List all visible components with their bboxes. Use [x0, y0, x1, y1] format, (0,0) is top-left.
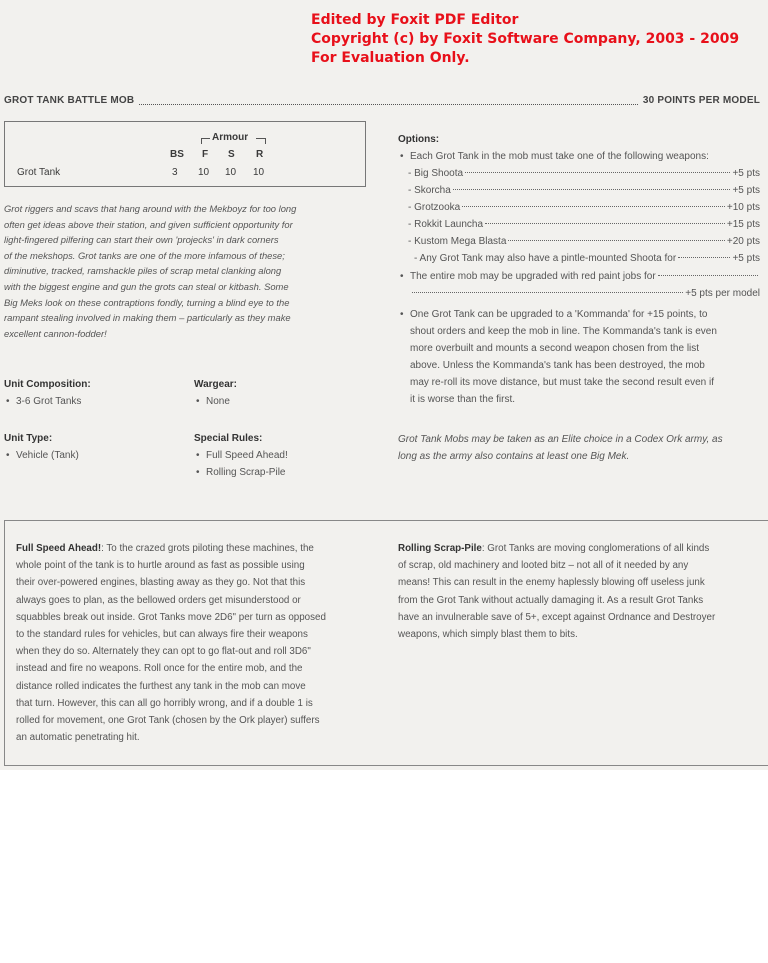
wargear-heading: Wargear: — [194, 379, 237, 390]
weapon-option — [398, 199, 760, 216]
rule-line: of scrap, old machinery and looted bitz – not all of it needed by any — [398, 560, 689, 572]
unit-type-item: • Vehicle (Tank) — [4, 447, 79, 464]
kommanda-line: • One Grot Tank can be upgraded to a 'Kommanda' for +15 points, to — [410, 309, 708, 320]
rolling-scrap-pile-rule — [398, 540, 764, 643]
unit-type — [4, 430, 79, 464]
dot-leader — [508, 240, 725, 241]
kommanda-line: it is worse than the first. — [410, 394, 516, 405]
armour-bracket-right-tick — [265, 138, 266, 144]
unit-composition — [4, 376, 91, 410]
weapon-name: - Grotzooka — [408, 202, 461, 213]
rule-line: instead and fire no weapons. Roll once for the entire mob, and the — [16, 663, 303, 675]
rule-line: : Grot Tanks are moving conglomerations of all kinds — [481, 543, 710, 554]
weapon-cost: +5 pts — [732, 185, 760, 196]
stat-side: 10 — [225, 167, 237, 178]
rule-line: rolled for movement, one Grot Tank (chosen by the Ork player) suffers — [16, 715, 320, 727]
col-header-bs: BS — [170, 149, 184, 160]
armour-bracket-left-tick — [201, 138, 202, 144]
col-header-side: S — [228, 149, 235, 160]
col-header-front: F — [202, 149, 209, 160]
rule-line: squabbles break out inside. Grot Tanks move 2D6" per turn as opposed — [16, 611, 326, 623]
rule-line: distance rolled indicates the furthest any tank in the mob can move — [16, 680, 306, 692]
flavour-text — [4, 201, 364, 341]
kommanda-line: may re-roll its move distance, but must take the second result even if — [410, 377, 715, 388]
rule-line: means! This can result in the enemy haplessly blowing off useless junk — [398, 577, 705, 589]
stat-bs: 3 — [172, 167, 178, 178]
red-paint-cost-row — [398, 285, 760, 302]
pintle-text: - Any Grot Tank may also have a pintle-mounted Shoota for — [414, 253, 677, 264]
weapon-name: - Big Shoota — [408, 168, 464, 179]
stat-table — [4, 121, 366, 187]
weapon-cost: +15 pts — [726, 219, 760, 230]
armour-bracket-right — [256, 138, 265, 139]
unit-points: 30 POINTS PER MODEL — [639, 95, 760, 106]
dot-leader — [412, 292, 683, 293]
flavour-line: Grot riggers and scavs that hang around with the Mekboyz for too long — [4, 203, 297, 214]
kommanda-option — [398, 306, 760, 408]
dot-leader — [453, 189, 731, 190]
special-rules — [194, 430, 288, 481]
weapon-cost: +20 pts — [726, 236, 760, 247]
stat-front: 10 — [198, 167, 210, 178]
weapon-option — [398, 233, 760, 250]
rolling-scrap-pile-title: Rolling Scrap-Pile — [398, 543, 482, 554]
rule-line: from the Grot Tank without actually damaging it. As a result Grot Tanks — [398, 594, 704, 606]
weapon-cost: +5 pts — [732, 168, 760, 179]
unit-composition-item: • 3-6 Grot Tanks — [4, 393, 91, 410]
dot-leader — [465, 172, 730, 173]
weapon-name: - Rokkit Launcha — [408, 219, 484, 230]
foxit-watermark — [311, 11, 739, 68]
rule-line: whole point of the tank is to hurtle around as fast as possible using — [16, 560, 305, 572]
kommanda-line: shout orders and keep the mob in line. The Kommanda's tank is even — [410, 326, 717, 337]
flavour-line: excellent cannon-fodder! — [4, 327, 107, 339]
pintle-option — [398, 250, 760, 267]
stat-row-name: Grot Tank — [17, 167, 61, 178]
rule-line: weapons, which simply blast them to bits. — [398, 629, 578, 641]
full-speed-ahead-rule — [16, 540, 376, 746]
unit-type-heading: Unit Type: — [4, 433, 53, 444]
armour-bracket-left — [201, 138, 210, 139]
dot-leader — [485, 223, 725, 224]
kommanda-line: above. Unless the Kommanda's tank has been destroyed, the mob — [410, 360, 705, 371]
wargear-item: • None — [194, 393, 237, 410]
col-header-rear: R — [256, 149, 264, 160]
special-rule-item: • Full Speed Ahead! — [194, 447, 288, 464]
flavour-line: diminutive, tracked, ramshackle piles of scrap metal clanking along — [4, 265, 282, 277]
unit-title: GROT TANK BATTLE MOB — [4, 95, 138, 106]
stat-rear: 10 — [253, 167, 265, 178]
red-paint-option — [398, 268, 760, 285]
flavour-line: light-fingered pilfering can start their own 'projecks' in dark corners — [4, 234, 279, 246]
rule-line: : To the crazed grots piloting these machines, the — [101, 543, 314, 554]
rule-line: that turn. However, this can all go horribly wrong, and if a double 1 is — [16, 697, 313, 709]
flavour-line: with the biggest engine and gun the grots can steal or kitbash. Some — [4, 280, 289, 292]
weapon-option — [398, 216, 760, 233]
options-heading: Options: — [398, 134, 440, 145]
rule-line: always goes to plan, as the bellowed orders get misunderstood or — [16, 594, 301, 606]
special-rules-heading: Special Rules: — [194, 433, 263, 444]
full-speed-ahead-title: Full Speed Ahead! — [16, 543, 102, 554]
flavour-line: Big Meks look on these contraptions fondly, turning a blind eye to the — [4, 296, 290, 308]
red-paint-text: • The entire mob may be upgraded with red paint jobs for — [410, 271, 656, 282]
dot-leader — [462, 206, 725, 207]
note-line: long as the army also contains at least one Big Mek. — [398, 451, 630, 462]
elite-choice-note — [398, 431, 760, 465]
unit-header — [4, 95, 760, 109]
rule-line: to the standard rules for vehicles, but can always fire their weapons — [16, 629, 308, 641]
dot-leader — [658, 275, 758, 276]
weapons-intro: • Each Grot Tank in the mob must take one of the following weapons: — [398, 148, 760, 165]
flavour-line: of the mekshops. Grot tanks are one of the more infamous of these; — [4, 249, 285, 261]
watermark-line-2: Copyright (c) by Foxit Software Company, 2003 - 2009 — [311, 31, 740, 47]
flavour-line: rampant stealing involved in making them – particularly as they make — [4, 312, 291, 324]
watermark-line-3: For Evaluation Only. — [311, 50, 470, 66]
weapon-option — [398, 165, 760, 182]
unit-composition-heading: Unit Composition: — [4, 379, 91, 390]
dot-leader — [678, 257, 730, 258]
rule-line: when they do so. Alternately they can opt to go flat-out and roll 3D6" — [16, 646, 311, 658]
rule-line: their over-powered engines, blasting away as they go. Not that this — [16, 577, 306, 589]
weapon-name: - Kustom Mega Blasta — [408, 236, 507, 247]
rule-line: have an invulnerable save of 5+, except against Ordnance and Destroyer — [398, 611, 716, 623]
rule-line: an automatic penetrating hit. — [16, 732, 140, 744]
weapon-option — [398, 182, 760, 199]
weapon-cost: +10 pts — [726, 202, 760, 213]
kommanda-line: more overbuilt and mounts a second weapon chosen from the list — [410, 343, 700, 354]
flavour-line: often get ideas above their station, and given sufficient opportunity for — [4, 218, 293, 230]
special-rule-item: • Rolling Scrap-Pile — [194, 464, 288, 481]
armour-label: Armour — [212, 132, 249, 143]
weapon-name: - Skorcha — [408, 185, 451, 196]
wargear — [194, 376, 237, 410]
watermark-line-1: Edited by Foxit PDF Editor — [311, 12, 519, 28]
special-rules-box — [4, 520, 768, 766]
pintle-cost: +5 pts — [732, 253, 760, 264]
options-section — [398, 131, 760, 408]
red-paint-cost: +5 pts per model — [685, 288, 760, 299]
note-line: Grot Tank Mobs may be taken as an Elite choice in a Codex Ork army, as — [398, 434, 723, 445]
